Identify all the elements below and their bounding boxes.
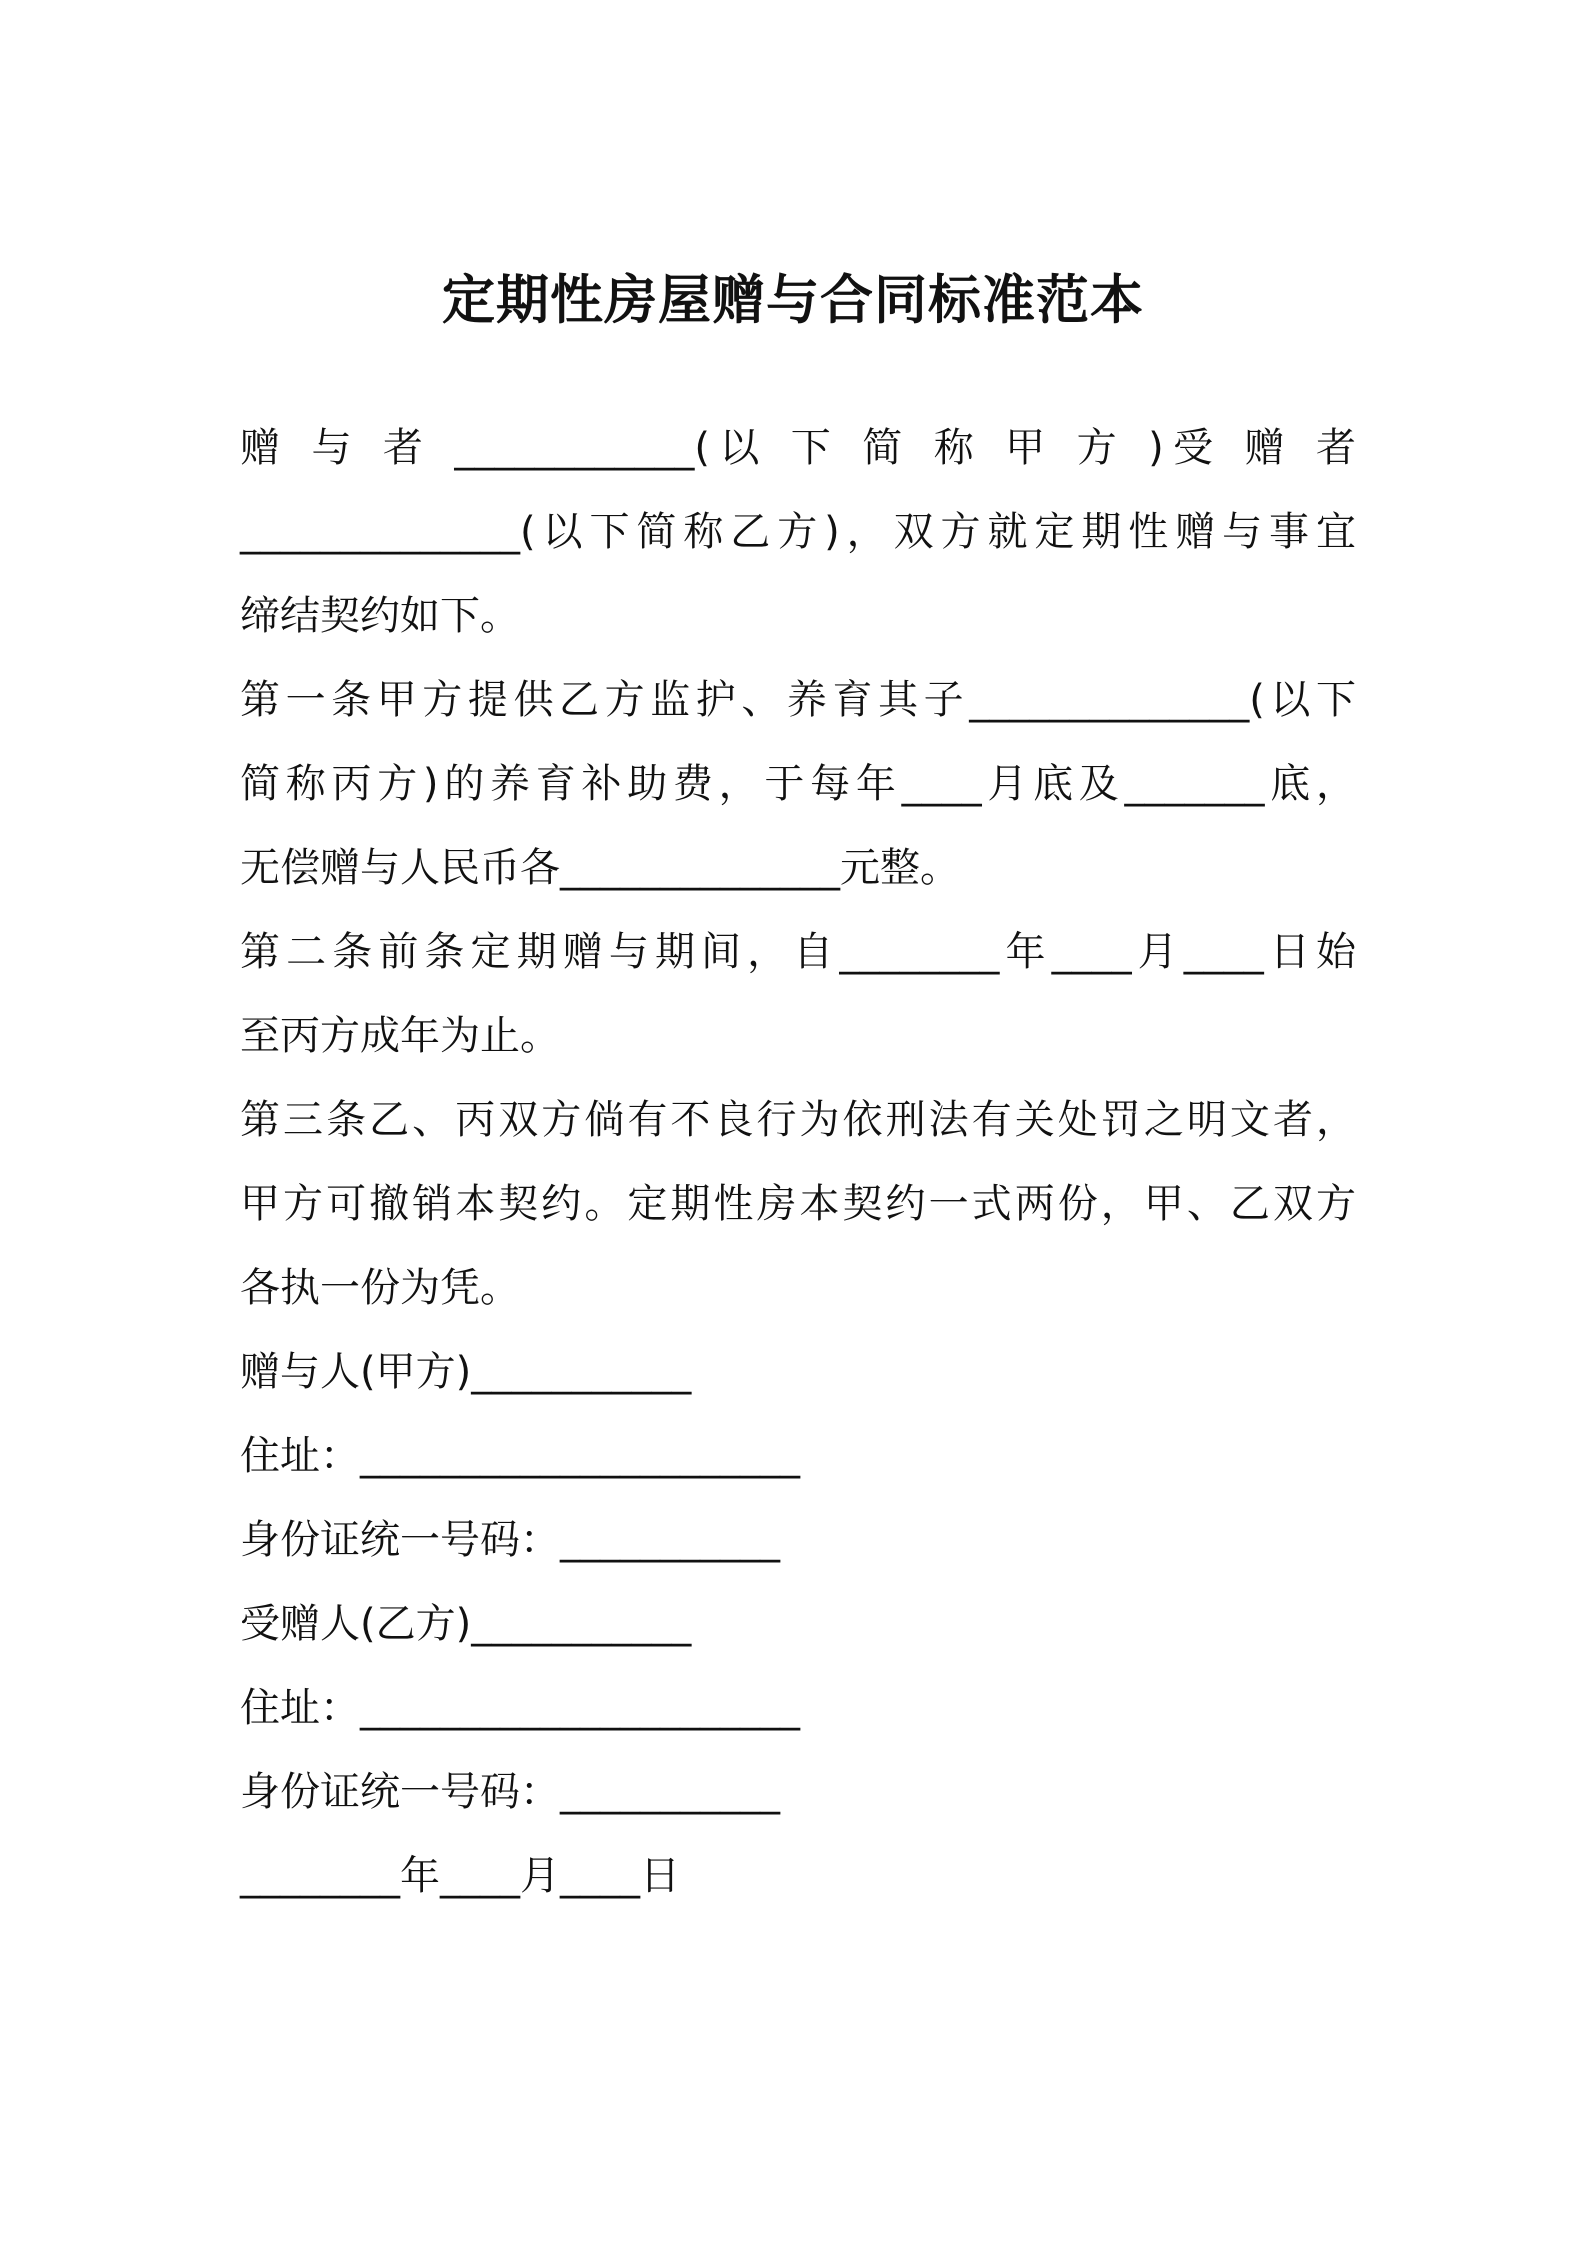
paragraph-line: 至丙方成年为止。 (240, 1013, 560, 1059)
paragraph-line: 无偿赠与人民币各______________元整。 (240, 845, 960, 891)
paragraph-line: 第二条前条定期赠与期间，自________年____月____日始 (240, 929, 1356, 975)
signature-field-donor: 赠与人(甲方)___________ (240, 1349, 692, 1395)
address-field-donor: 住址：______________________ (240, 1433, 800, 1479)
id-number-field-donor: 身份证统一号码：___________ (240, 1517, 780, 1563)
paragraph-line: 各执一份为凭。 (240, 1265, 520, 1311)
paragraph-line: 赠 与 者 ____________(以 下 简 称 甲 方 )受 赠 者 (240, 425, 1356, 471)
document-body (240, 406, 1356, 1918)
address-field-recipient: 住址：______________________ (240, 1685, 800, 1731)
date-field: ________年____月____日 (240, 1853, 680, 1899)
id-number-field-recipient: 身份证统一号码：___________ (240, 1769, 780, 1815)
document-title: 定期性房屋赠与合同标准范本 (442, 270, 1144, 331)
paragraph-line: 第三条乙、丙双方倘有不良行为依刑法有关处罚之明文者， (240, 1097, 1356, 1143)
paragraph-line: 甲方可撤销本契约。定期性房本契约一式两份，甲、乙双方 (240, 1181, 1356, 1227)
paragraph-line: 缔结契约如下。 (240, 593, 520, 639)
paragraph-line: 简称丙方)的养育补助费，于每年____月底及_______底， (240, 761, 1356, 807)
paragraph-line: 第一条甲方提供乙方监护、养育其子______________(以下 (240, 677, 1356, 723)
paragraph-line: ______________(以下简称乙方)，双方就定期性赠与事宜 (240, 509, 1356, 555)
signature-field-recipient: 受赠人(乙方)___________ (240, 1601, 692, 1647)
